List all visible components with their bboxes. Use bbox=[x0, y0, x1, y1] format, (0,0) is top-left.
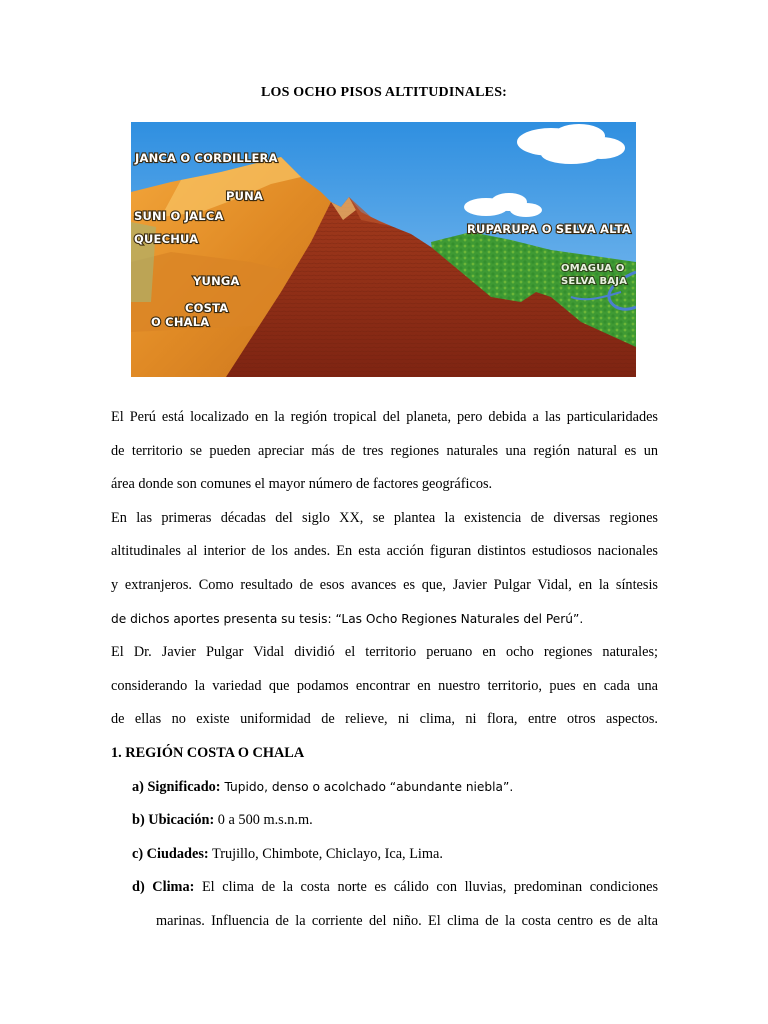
item-label: a) Significado: bbox=[132, 778, 221, 795]
history-line: En las primeras décadas del siglo XX, se plantea la existencia de diversas regiones bbox=[111, 509, 658, 526]
label-quechua: QUECHUA bbox=[134, 232, 199, 246]
item-label: b) Ubicación: bbox=[132, 812, 215, 829]
item-text: Tupido, denso o acolchado “abundante niebla”. bbox=[220, 779, 514, 794]
history-line: altitudinales al interior de los andes. En esta acción figuran distintos estudiosos nacionales bbox=[111, 543, 658, 560]
label-omagua-line2: SELVA BAJA bbox=[561, 276, 628, 287]
item-continuation: marinas. Influencia de la corriente del niño. El clima de la costa centro es de alta bbox=[156, 912, 658, 929]
label-rupa: RUPARUPA O SELVA ALTA bbox=[467, 222, 631, 236]
label-costa-line1: COSTA bbox=[185, 301, 229, 315]
item-text: 0 a 500 m.s.n.m. bbox=[214, 812, 313, 829]
intro-line: de territorio se pueden apreciar más de tres regiones naturales una región natural es un bbox=[111, 442, 658, 459]
intro-line: área donde son comunes el mayor número de factores geográficos. bbox=[111, 476, 493, 493]
altitudinal-regions-illustration bbox=[131, 122, 636, 377]
label-costa-line2: O CHALA bbox=[151, 315, 210, 329]
list-item bbox=[111, 838, 658, 872]
division-line: de ellas no existe uniformidad de relieve, ni clima, ni flora, entre otros aspectos. bbox=[111, 711, 658, 728]
list-item bbox=[111, 804, 658, 838]
section-heading: 1. REGIÓN COSTA O CHALA bbox=[111, 744, 305, 761]
list-item bbox=[111, 871, 658, 905]
label-suni: SUNI O JALCA bbox=[134, 209, 224, 223]
division-line: El Dr. Javier Pulgar Vidal dividió el territorio peruano en ocho regiones naturales; bbox=[111, 644, 658, 661]
intro-line: El Perú está localizado en la región tropical del planeta, pero debida a las particularidades bbox=[111, 409, 658, 425]
item-label: d) Clima: bbox=[132, 879, 195, 896]
label-puna: PUNA bbox=[226, 189, 264, 203]
label-omagua-line1: OMAGUA O bbox=[561, 263, 625, 274]
list-item bbox=[111, 771, 658, 805]
history-line: y extranjeros. Como resultado de esos avances es que, Javier Pulgar Vidal, en la síntesis bbox=[111, 576, 658, 593]
label-janca: JANCA O CORDILLERA bbox=[135, 151, 278, 165]
intro-paragraph bbox=[111, 401, 658, 939]
item-text: Trujillo, Chimbote, Chiclayo, Ica, Lima. bbox=[208, 845, 443, 862]
division-line: considerando la variedad que podamos encontrar en nuestro territorio, pues en cada una bbox=[111, 677, 658, 694]
page-title: LOS OCHO PISOS ALTITUDINALES: bbox=[260, 85, 508, 100]
history-line: de dichos aportes presenta su tesis: “Las Ocho Regiones Naturales del Perú”. bbox=[111, 611, 584, 626]
item-text: El clima de la costa norte es cálido con lluvias, predominan condiciones bbox=[194, 879, 659, 896]
item-label: c) Ciudades: bbox=[132, 845, 209, 862]
label-yunga: YUNGA bbox=[193, 274, 240, 288]
